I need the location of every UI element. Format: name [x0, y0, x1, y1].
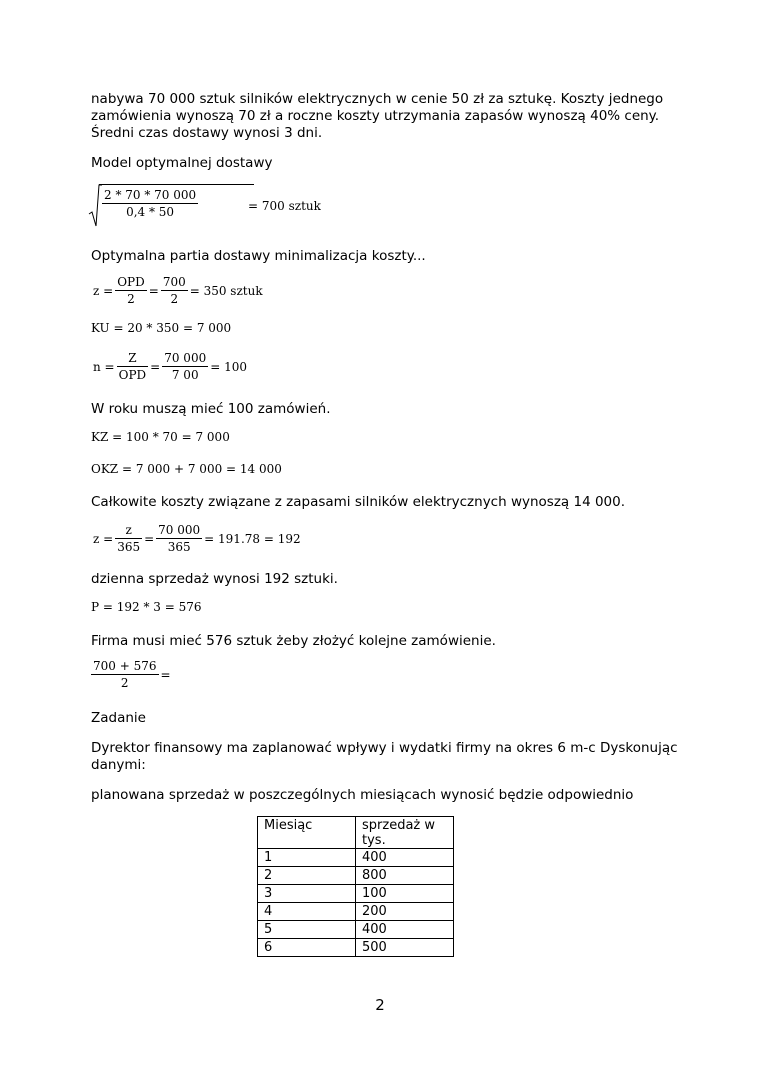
z-daily-f1-den: 365 — [117, 540, 141, 554]
avg-formula — [91, 659, 173, 690]
n-orders-f2-den: 7 00 — [171, 368, 199, 382]
z-batch-f2-den: 2 — [170, 292, 179, 306]
n-orders-f1-num: Z — [117, 351, 149, 367]
month-cell: 3 — [258, 885, 356, 903]
okz-formula: OKZ = 7 000 + 7 000 = 14 000 — [91, 462, 282, 476]
total-costs-text: Całkowite koszty związane z zapasami silników elektrycznych wynoszą 14 000. — [91, 494, 626, 510]
eoq-formula — [88, 184, 321, 228]
task-heading: Zadanie — [91, 710, 146, 726]
z-batch-f1-den: 2 — [127, 292, 135, 306]
daily-sales-text: dzienna sprzedaż wynosi 192 sztuki. — [91, 571, 338, 587]
z-daily-f2-den: 365 — [167, 540, 191, 554]
eoq-fraction — [102, 188, 198, 219]
page-number: 2 — [375, 996, 385, 1014]
eoq-numerator: 2 * 70 * 70 000 — [104, 188, 197, 202]
table-row — [258, 885, 454, 903]
avg-num: 700 + 576 — [93, 659, 157, 673]
kz-formula: KZ = 100 * 70 = 7 000 — [91, 430, 230, 444]
sales-cell: 200 — [356, 903, 454, 921]
intro-line-1: nabywa 70 000 sztuk silników elektrycznych w cenie 50 zł za sztukę. Koszty jednego — [91, 91, 664, 107]
month-cell: 1 — [258, 849, 356, 867]
sales-cell: 400 — [356, 921, 454, 939]
z-daily-result: = 191.78 = 192 — [204, 531, 301, 546]
z-batch-formula — [91, 275, 265, 306]
reorder-text: Firma musi mieć 576 sztuk żeby złożyć kolejne zamówienie. — [91, 633, 496, 649]
n-orders-eq: = — [150, 359, 161, 374]
table-row — [258, 867, 454, 885]
avg-result: = — [160, 667, 171, 682]
sales-table — [257, 816, 454, 957]
z-daily-f1-num: z — [115, 523, 142, 539]
n-orders-f1-den: OPD — [118, 368, 147, 382]
z-batch-eq: = — [148, 283, 159, 298]
eoq-result: = 700 sztuk — [248, 199, 321, 213]
sales-cell: 400 — [356, 849, 454, 867]
month-cell: 5 — [258, 921, 356, 939]
table-header-row — [258, 817, 454, 849]
director-line-1: Dyrektor finansowy ma zaplanować wpływy i wydatki firmy na okres 6 m-c Dyskonując — [91, 740, 678, 756]
ku-formula: KU = 20 * 350 = 7 000 — [91, 321, 232, 335]
z-batch-result: = 350 sztuk — [189, 283, 263, 298]
z-daily-formula — [91, 523, 303, 554]
month-cell: 4 — [258, 903, 356, 921]
avg-den: 2 — [120, 676, 129, 690]
n-orders-formula — [91, 351, 249, 382]
p-formula: P = 192 * 3 = 576 — [91, 600, 202, 614]
n-orders-lhs: n = — [93, 359, 115, 374]
director-line-2: danymi: — [91, 757, 146, 773]
sales-cell: 800 — [356, 867, 454, 885]
header-month: Miesiąc — [258, 817, 356, 849]
planned-sales-text: planowana sprzedaż w poszczególnych miesiącach wynosić będzie odpowiednio — [91, 787, 634, 803]
header-sales: sprzedaż w tys. — [356, 817, 454, 849]
sqrt-sign-icon — [88, 184, 102, 228]
table-row — [258, 921, 454, 939]
eoq-denominator: 0,4 * 50 — [126, 205, 175, 219]
intro-line-3: Średni czas dostawy wynosi 3 dni. — [91, 125, 323, 141]
table-row — [258, 849, 454, 867]
z-daily-lhs: z = — [93, 531, 114, 546]
intro-line-2: zamówienia wynoszą 70 zł a roczne koszty utrzymania zapasów wynoszą 40% ceny. — [91, 108, 660, 124]
z-batch-f2-num: 700 — [162, 275, 186, 289]
table-row — [258, 903, 454, 921]
sales-cell: 500 — [356, 939, 454, 957]
z-batch-lhs: z = — [93, 283, 114, 298]
table-row — [258, 939, 454, 957]
month-cell: 6 — [258, 939, 356, 957]
n-orders-f2-num: 70 000 — [164, 351, 207, 365]
sales-cell: 100 — [356, 885, 454, 903]
month-cell: 2 — [258, 867, 356, 885]
optimal-batch-text: Optymalna partia dostawy minimalizacja koszty... — [91, 248, 426, 264]
z-batch-f1-num: OPD — [117, 275, 145, 289]
z-daily-eq: = — [144, 531, 155, 546]
n-orders-result: = 100 — [210, 359, 247, 374]
orders-per-year-text: W roku muszą mieć 100 zamówień. — [91, 401, 331, 417]
z-daily-f2-num: 70 000 — [158, 523, 201, 537]
model-heading: Model optymalnej dostawy — [91, 155, 273, 171]
